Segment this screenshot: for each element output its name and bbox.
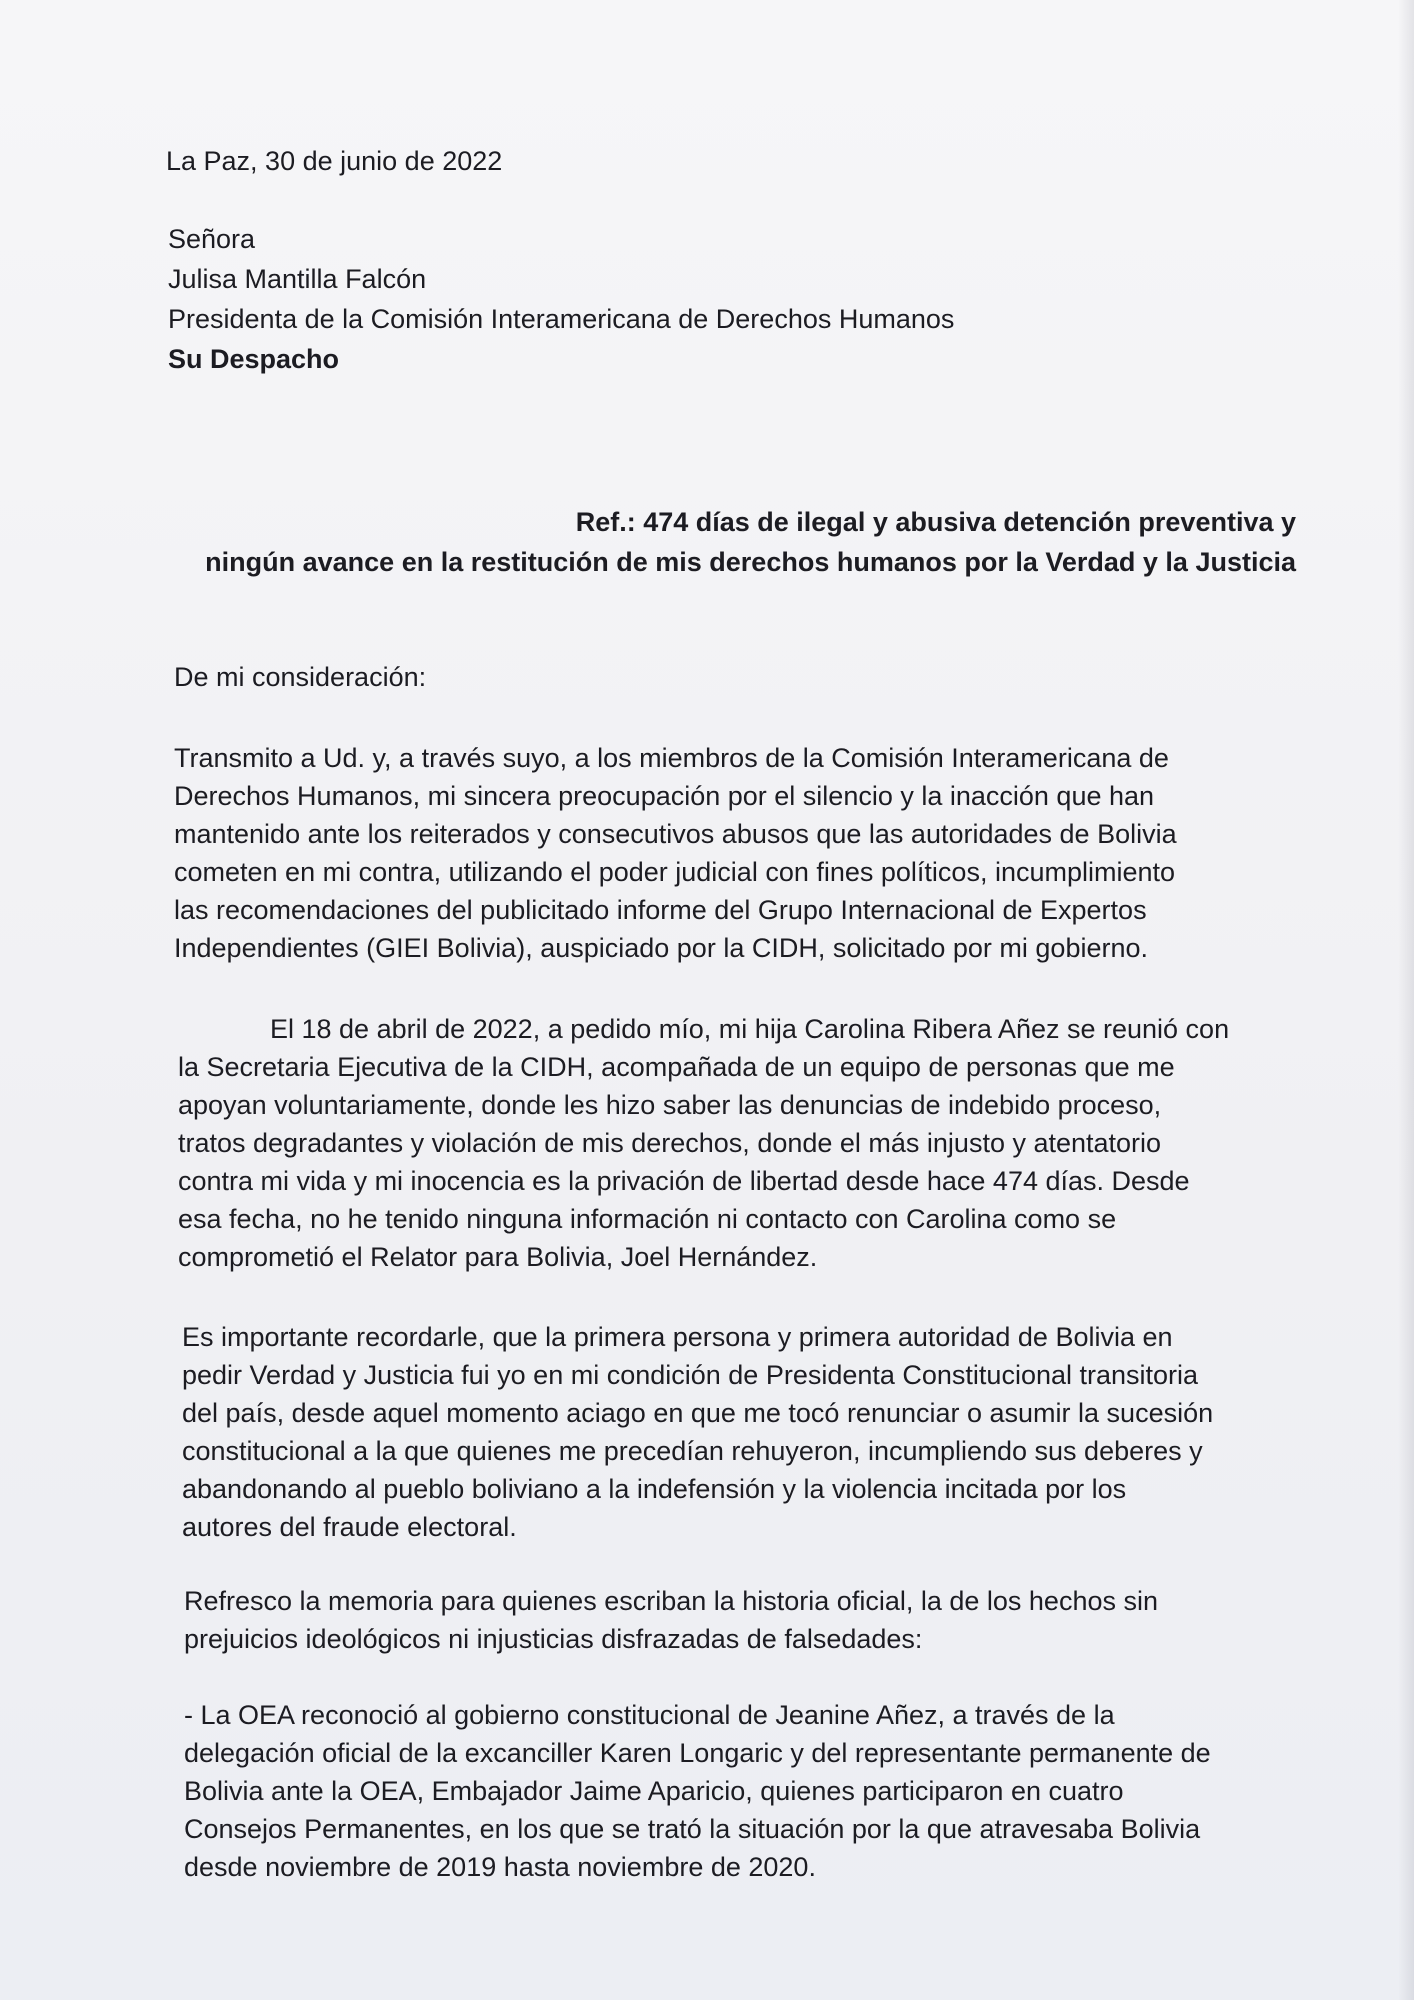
paragraph-line: contra mi vida y mi inocencia es la privación de libertad desde hace 474 días. Desde	[178, 1166, 1190, 1196]
paragraph-line: Refresco la memoria para quienes escriban la historia oficial, la de los hechos sin	[184, 1586, 1158, 1616]
reference-line-2: ningún avance en la restitución de mis derechos humanos por la Verdad y la Justicia	[205, 547, 1296, 577]
greeting: De mi consideración:	[174, 662, 427, 692]
paragraph-line: cometen en mi contra, utilizando el poder judicial con fines políticos, incumplimiento	[174, 857, 1176, 887]
paragraph-line: Derechos Humanos, mi sincera preocupación por el silencio y la inacción que han	[174, 781, 1155, 811]
paragraph-line: las recomendaciones del publicitado informe del Grupo Internacional de Expertos	[174, 895, 1147, 925]
paragraph-line: apoyan voluntariamente, donde les hizo saber las denuncias de indebido proceso,	[178, 1090, 1162, 1120]
paragraph-5	[184, 1696, 1211, 1886]
recipient-title: Presidenta de la Comisión Interamericana de Derechos Humanos	[168, 304, 955, 334]
reference-block	[205, 502, 1296, 582]
paragraph-line: Es importante recordarle, que la primera persona y primera autoridad de Bolivia en	[182, 1322, 1173, 1352]
page-edge-shadow	[1398, 0, 1414, 2000]
paragraph-line: tratos degradantes y violación de mis derechos, donde el más injusto y atentatorio	[178, 1128, 1162, 1158]
paragraph-2	[178, 1010, 1229, 1276]
paragraph-4	[184, 1582, 1158, 1658]
paragraph-line: prejuicios ideológicos ni injusticias disfrazadas de falsedades:	[184, 1624, 923, 1654]
paragraph-line: delegación oficial de la excanciller Karen Longaric y del representante permanente de	[184, 1738, 1211, 1768]
paragraph-line: esa fecha, no he tenido ninguna información ni contacto con Carolina como se	[178, 1204, 1117, 1234]
reference-line-1: Ref.: 474 días de ilegal y abusiva detención preventiva y	[575, 507, 1296, 537]
paragraph-line: pedir Verdad y Justicia fui yo en mi condición de Presidenta Constitucional transitoria	[182, 1360, 1199, 1390]
date-line: La Paz, 30 de junio de 2022	[166, 146, 503, 176]
paragraph-line: la Secretaria Ejecutiva de la CIDH, acompañada de un equipo de personas que me	[178, 1052, 1175, 1082]
recipient-block	[168, 219, 954, 379]
paragraph-line: Transmito a Ud. y, a través suyo, a los miembros de la Comisión Interamericana de	[174, 743, 1169, 773]
recipient-office: Su Despacho	[168, 344, 340, 374]
paragraph-line: constitucional a la que quienes me precedían rehuyeron, incumpliendo sus deberes y	[182, 1436, 1203, 1466]
recipient-name: Julisa Mantilla Falcón	[168, 264, 427, 294]
paragraph-line: Consejos Permanentes, en los que se trató la situación por la que atravesaba Bolivia	[184, 1814, 1201, 1844]
recipient-salutation: Señora	[168, 224, 256, 254]
paragraph-3	[182, 1318, 1213, 1546]
paragraph-line: abandonando al pueblo boliviano a la indefensión y la violencia incitada por los	[182, 1474, 1127, 1504]
paragraph-line: Bolivia ante la OEA, Embajador Jaime Aparicio, quienes participaron en cuatro	[184, 1776, 1124, 1806]
paragraph-1	[174, 739, 1177, 967]
paragraph-line: comprometió el Relator para Bolivia, Joel Hernández.	[178, 1242, 818, 1272]
paragraph-line: El 18 de abril de 2022, a pedido mío, mi hija Carolina Ribera Añez se reunió con	[270, 1014, 1230, 1044]
paragraph-line: del país, desde aquel momento aciago en que me tocó renunciar o asumir la sucesión	[182, 1398, 1214, 1428]
paragraph-line: - La OEA reconoció al gobierno constitucional de Jeanine Añez, a través de la	[184, 1700, 1115, 1730]
paragraph-line: Independientes (GIEI Bolivia), auspiciado por la CIDH, solicitado por mi gobierno.	[174, 933, 1149, 963]
paragraph-line: mantenido ante los reiterados y consecutivos abusos que las autoridades de Bolivia	[174, 819, 1177, 849]
paragraph-line: autores del fraude electoral.	[182, 1512, 517, 1542]
paragraph-line: desde noviembre de 2019 hasta noviembre de 2020.	[184, 1852, 816, 1882]
